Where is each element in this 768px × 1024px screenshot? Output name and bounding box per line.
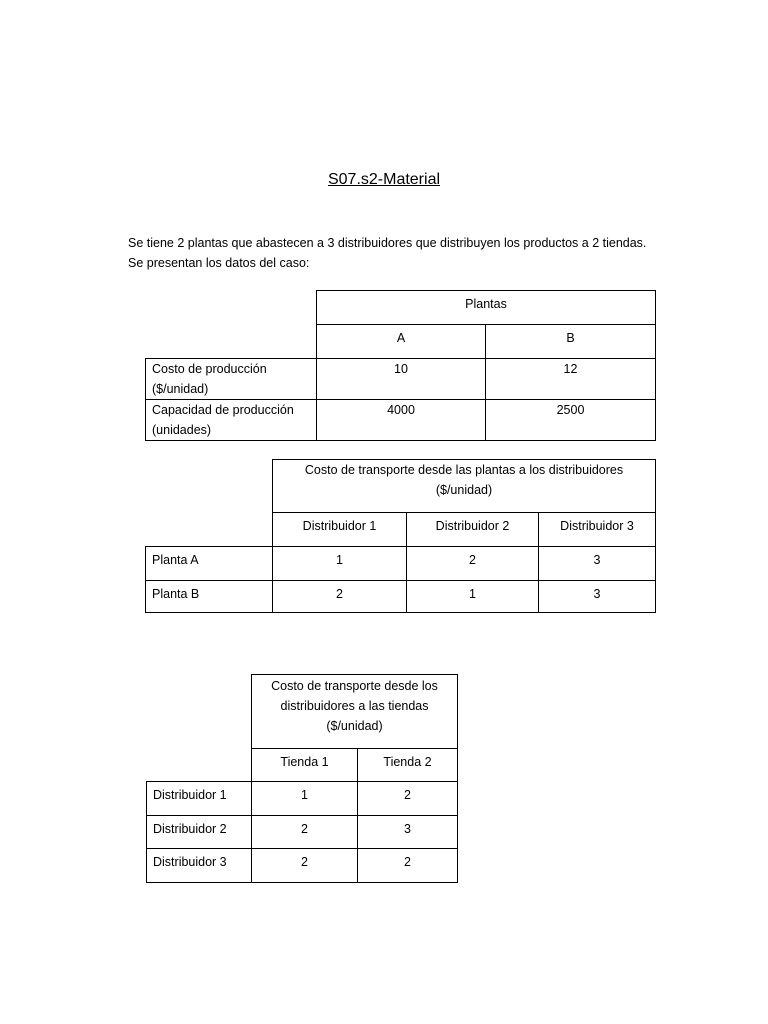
table-cell: 2 <box>407 547 539 581</box>
empty-corner <box>146 291 317 325</box>
empty-corner <box>147 749 252 782</box>
column-header-plant-a: A <box>317 325 486 359</box>
empty-corner <box>147 675 252 749</box>
table-cell: 3 <box>539 547 656 581</box>
plant-distributor-transport-table <box>145 459 656 613</box>
table-cell: 10 <box>317 359 486 400</box>
empty-corner <box>146 460 273 513</box>
intro-line-1: Se tiene 2 plantas que abastecen a 3 distribuidores que distribuyen los productos a 2 tiendas. <box>128 236 647 250</box>
column-header-distributor-1: Distribuidor 1 <box>273 513 407 547</box>
row-label-distributor-1: Distribuidor 1 <box>147 782 252 816</box>
column-header-store-1: Tienda 1 <box>252 749 358 782</box>
intro-line-2: Se presentan los datos del caso: <box>128 256 310 270</box>
header-line: ($/unidad) <box>326 719 383 733</box>
header-line: ($/unidad) <box>435 483 493 497</box>
intro-paragraph <box>128 233 646 273</box>
header-line: Costo de transporte desde las plantas a los distribuidores <box>304 463 624 477</box>
distributor-store-transport-table <box>146 674 458 883</box>
header-line: distribuidores a las tiendas <box>280 699 429 713</box>
row-label-distributor-2: Distribuidor 2 <box>147 816 252 849</box>
table-cell: 4000 <box>317 400 486 441</box>
plants-group-header: Plantas <box>317 291 656 325</box>
table-cell: 2 <box>358 849 458 883</box>
column-header-distributor-3: Distribuidor 3 <box>539 513 656 547</box>
row-label-line: ($/unidad) <box>152 382 209 396</box>
row-label-production-cost <box>146 359 317 400</box>
row-label-distributor-3: Distribuidor 3 <box>147 849 252 883</box>
transport-cost-header <box>273 460 656 513</box>
header-line: Costo de transporte desde los <box>271 679 438 693</box>
page-title: S07.s2-Material <box>327 171 441 188</box>
table-cell: 1 <box>273 547 407 581</box>
column-header-store-2: Tienda 2 <box>358 749 458 782</box>
table-cell: 1 <box>407 581 539 613</box>
row-label-line: (unidades) <box>152 423 212 437</box>
row-label-line: Capacidad de producción <box>152 403 294 417</box>
column-header-plant-b: B <box>486 325 656 359</box>
table-cell: 2 <box>358 782 458 816</box>
transport-cost-header <box>252 675 458 749</box>
empty-corner <box>146 513 273 547</box>
plants-table <box>145 290 656 441</box>
table-cell: 2 <box>252 816 358 849</box>
table-cell: 2500 <box>486 400 656 441</box>
table-cell: 12 <box>486 359 656 400</box>
row-label-line: Costo de producción <box>152 362 267 376</box>
table-cell: 3 <box>539 581 656 613</box>
table-cell: 2 <box>252 849 358 883</box>
table-cell: 3 <box>358 816 458 849</box>
row-label-production-capacity <box>146 400 317 441</box>
column-header-distributor-2: Distribuidor 2 <box>407 513 539 547</box>
table-cell: 2 <box>273 581 407 613</box>
row-label-plant-a: Planta A <box>146 547 273 581</box>
row-label-plant-b: Planta B <box>146 581 273 613</box>
table-cell: 1 <box>252 782 358 816</box>
empty-corner <box>146 325 317 359</box>
